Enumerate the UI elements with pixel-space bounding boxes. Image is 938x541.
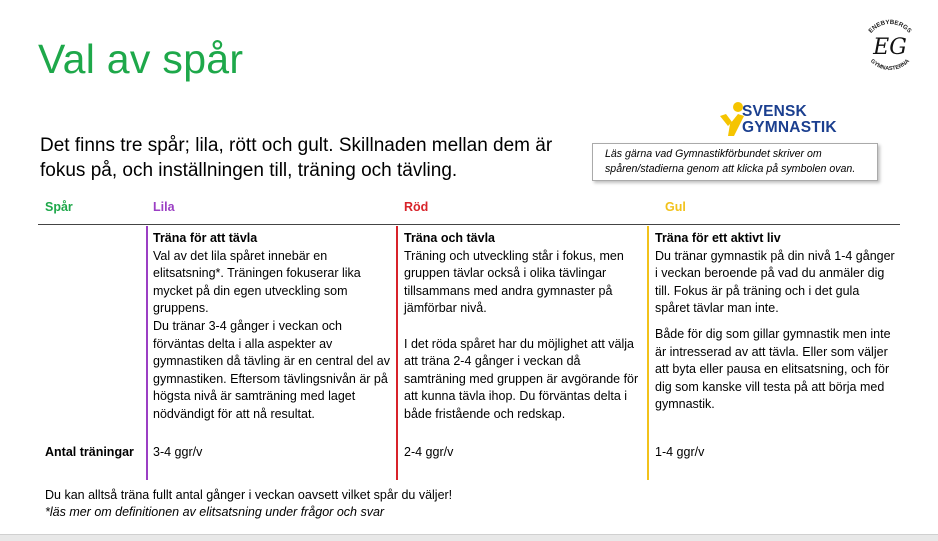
cell-gul-heading: Träna för ett aktivt liv bbox=[655, 231, 781, 245]
svensk-logo-line2: GYMNASTIK bbox=[742, 119, 837, 136]
count-gul: 1-4 ggr/v bbox=[655, 445, 705, 459]
footer-line-2: *läs mer om definitionen av elitsatsning under frågor och svar bbox=[45, 505, 385, 519]
count-label: Antal träningar bbox=[45, 445, 134, 459]
footer bbox=[45, 487, 452, 521]
club-logo bbox=[858, 14, 922, 78]
club-logo-text-bottom: GYMNASTERNA bbox=[869, 58, 911, 73]
cell-lila bbox=[153, 230, 391, 424]
cell-lila-paragraph-2: Du tränar 3-4 gånger i veckan och förväntas delta i alla aspekter av gymnastiken då tävling är en central del av gymnastiken. Eftersom tävlingsnivån är på högsta nivå är samträning med laget nödvändigt för att nå resultat. bbox=[153, 318, 390, 421]
cell-rod-paragraph-1: Träning och utveckling står i fokus, men gruppen tävlar också i olika tävlingar tillsammans med andra gymnaster på jämförbar nivå. bbox=[404, 248, 624, 316]
header-gul: Gul bbox=[665, 200, 686, 214]
header-lila: Lila bbox=[153, 200, 175, 214]
svensk-logo-line1: SVENSK bbox=[742, 103, 807, 120]
cell-lila-heading: Träna för att tävla bbox=[153, 231, 258, 245]
divider-lila bbox=[146, 226, 148, 480]
count-rod: 2-4 ggr/v bbox=[404, 445, 454, 459]
count-lila: 3-4 ggr/v bbox=[153, 445, 203, 459]
note-box: Läs gärna vad Gymnastikförbundet skriver om spåren/stadierna genom att klicka på symbolen ovan. bbox=[592, 143, 878, 181]
svg-text:GYMNASTERNA bbox=[869, 58, 911, 72]
header-spar: Spår bbox=[45, 200, 73, 214]
header-rod: Röd bbox=[404, 200, 429, 214]
cell-rod-heading: Träna och tävla bbox=[404, 231, 496, 245]
cell-lila-paragraph-1: Val av det lila spåret innebär en elitsatsning*. Träningen fokuserar lika mycket på din egen utveckling som gruppens. bbox=[153, 248, 361, 316]
divider-gul bbox=[647, 226, 649, 480]
svensk-gymnastik-logo-text bbox=[742, 104, 837, 136]
intro-text: Det finns tre spår; lila, rött och gult. Skillnaden mellan dem är fokus på, och inställningen till, träning och tävling. bbox=[40, 135, 553, 181]
svg-text:ENEBYBERGS bbox=[867, 19, 912, 35]
cell-gul bbox=[655, 230, 895, 414]
footer-line-1: Du kan alltså träna fullt antal gånger i veckan oavsett vilket spår du väljer! bbox=[45, 488, 453, 502]
svensk-gymnastik-logo-link[interactable] bbox=[718, 100, 853, 142]
cell-gul-paragraph-2: Både för dig som gillar gymnastik men inte är intresserad av att tävla. Eller som väljer att byta eller pausa en elitsatsning, och för dig som kanske vill testa på att börja med gymnastik. bbox=[655, 326, 891, 412]
cell-rod-paragraph-2: I det röda spåret har du möjlighet att välja att träna 2-4 gånger i veckan då samträning med gruppen är avgörande för att kunna tävla ihop. Du förväntas delta i både fristående och redskap. bbox=[404, 336, 639, 421]
club-logo-text-top: ENEBYBERGS bbox=[867, 18, 913, 35]
divider-rod bbox=[396, 226, 398, 480]
page-title: Val av spår bbox=[38, 36, 244, 82]
cell-gul-paragraph-1: Du tränar gymnastik på din nivå 1-4 gånger i veckan beroende på vad du anmäler dig till. Fokus är på träning och i det gula spåret tävlar man inte. bbox=[655, 248, 895, 316]
header-divider bbox=[38, 224, 900, 225]
cell-rod bbox=[404, 230, 641, 424]
club-logo-mark: EG bbox=[873, 35, 907, 60]
